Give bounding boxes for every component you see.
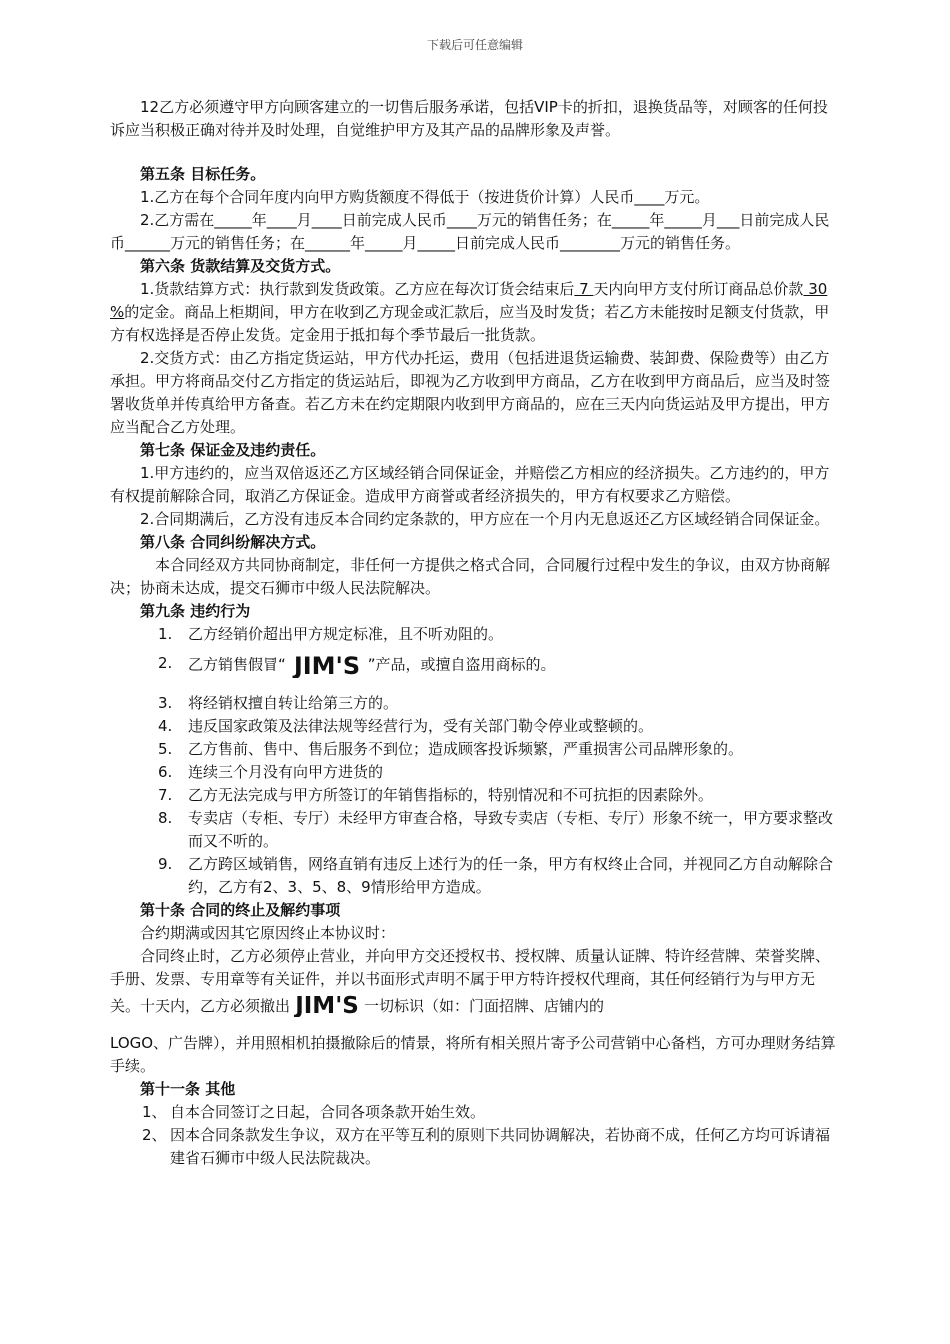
article-11-list	[110, 1101, 840, 1170]
article-10-para: 合同终止时，乙方必须停止营业，并向甲方交还授权书、授权牌、质量认证牌、特许经营牌、荣誉奖牌、手册、发票、专用章等有关证件，并以书面形式声明不属于甲方特许授权代理商，其任何经销行为与甲方无关。十天内，乙方必须撤出 JIM'S 一切标识（如：门面招牌、店铺内的	[110, 947, 831, 1017]
article-10-para-cont: LOGO、广告牌），并用照相机拍摄撤除后的情景，将所有相关照片寄予公司营销中心备档，方可办理财务结算手续。	[110, 1034, 836, 1075]
list-item: 5. 乙方售前、售中、售后服务不到位；造成顾客投诉频繁，严重损害公司品牌形象的。	[158, 740, 744, 758]
list-item: 1. 乙方经销价超出甲方规定标准，且不听劝阻的。	[158, 625, 504, 643]
clause-12: 12乙方必须遵守甲方向顾客建立的一切售后服务承诺，包括VIP卡的折扣，退换货品等，对顾客的任何投诉应当积极正确对待并及时处理，自觉维护甲方及其产品的品牌形象及声誉。	[110, 98, 828, 139]
list-item: 3. 将经销权擅自转让给第三方的。	[158, 694, 399, 712]
svg-text:JIM'S: JIM'S	[293, 652, 360, 678]
article-6-title: 第六条 货款结算及交货方式。	[140, 257, 341, 275]
article-8-text: 本合同经双方共同协商制定，非任何一方提供之格式合同，合同履行过程中发生的争议，由双方协商解决；协商未达成，提交石狮市中级人民法院解决。	[110, 556, 831, 597]
list-item: 4. 违反国家政策及法律法规等经营行为，受有关部门勒令停业或整顿的。	[158, 717, 654, 735]
article-10-line-1: 合约期满或因其它原因终止本协议时：	[140, 924, 396, 942]
article-6-item-2: 2.交货方式：由乙方指定货运站，甲方代办托运，费用（包括进退货运输费、装卸费、保险费等）由乙方承担。甲方将商品交付乙方指定的货运站后，即视为乙方收到甲方商品，乙方在收到甲方商品后，应当及时签署收货单并传真给甲方备查。若乙方未在约定期限内收到甲方商品的，应在三天内向货运站及甲方提出，甲方应当配合乙方处理。	[110, 349, 831, 436]
article-7-title: 第七条 保证金及违约责任。	[140, 441, 326, 459]
article-9-title: 第九条 违约行为	[140, 602, 251, 620]
list-item: 7. 乙方无法完成与甲方所签订的年销售指标的，特别情况和不可抗拒的因素除外。	[158, 786, 714, 804]
list-item: 8. 专卖店（专柜、专厅）未经甲方审查合格，导致专卖店（专柜、专厅）形象不统一，甲方要求整改而又不听的。	[158, 809, 834, 850]
article-8-title: 第八条 合同纠纷解决方式。	[140, 533, 326, 551]
article-7-item-1: 1.甲方违约的，应当双倍返还乙方区域经销合同保证金，并赔偿乙方相应的经济损失。乙方违约的，甲方有权提前解除合同，取消乙方保证金。造成甲方商誉或者经济损失的，甲方有权要求乙方赔偿。	[110, 464, 830, 505]
list-item: 9. 乙方跨区域销售，网络直销有违反上述行为的任一条，甲方有权终止合同，并视同乙方自动解除合约，乙方有2、3、5、8、9情形给甲方造成。	[158, 855, 834, 896]
list-item: 1、 自本合同签订之日起，合同各项条款开始生效。	[142, 1103, 486, 1121]
svg-text:JIM'S: JIM'S	[295, 993, 359, 1017]
jims-logo	[288, 652, 366, 678]
jims-logo	[292, 991, 362, 1017]
article-7-item-2: 2.合同期满后，乙方没有违反本合同约定条款的，甲方应在一个月内无息返还乙方区域经销合同保证金。	[140, 510, 830, 528]
list-item: 2. 乙方销售假冒“ JIM'S ”产品，或擅自盗用商标的。	[158, 652, 556, 678]
article-6-item-1: 1.货款结算方式：执行款到发货政策。乙方应在每次订货会结束后 7 天内向甲方支付所订商品总价款 30 %的定金。商品上柜期间，甲方在收到乙方现金或汇款后，应当及时发货；若乙方未能按时足额支付货款，甲方有权选择是否停止发货。定金用于抵扣每个季节最后一批货款。	[110, 280, 830, 344]
article-9-list	[110, 623, 840, 899]
list-item: 2、 因本合同条款发生争议，双方在平等互利的原则下共同协调解决，若协商不成，任何乙方均可诉请福建省石狮市中级人民法院裁决。	[142, 1126, 831, 1167]
article-11-title: 第十一条 其他	[140, 1080, 236, 1098]
article-5-item-1: 1.乙方在每个合同年度内向甲方购货额度不得低于（按进货价计算）人民币____万元。	[140, 188, 710, 206]
article-5-item-2: 2.乙方需在_____年____月____日前完成人民币____万元的销售任务；在_____年_____月___日前完成人民币______万元的销售任务；在______年_____月_____日前完成人民币________万元的销售任务。	[110, 211, 830, 252]
list-item: 6. 连续三个月没有向甲方进货的	[158, 763, 384, 781]
page-header: 下载后可任意编辑	[426, 38, 523, 52]
article-5-title: 第五条 目标任务。	[140, 165, 266, 183]
contract-document	[110, 96, 840, 1170]
article-10-title: 第十条 合同的终止及解约事项	[140, 901, 341, 919]
